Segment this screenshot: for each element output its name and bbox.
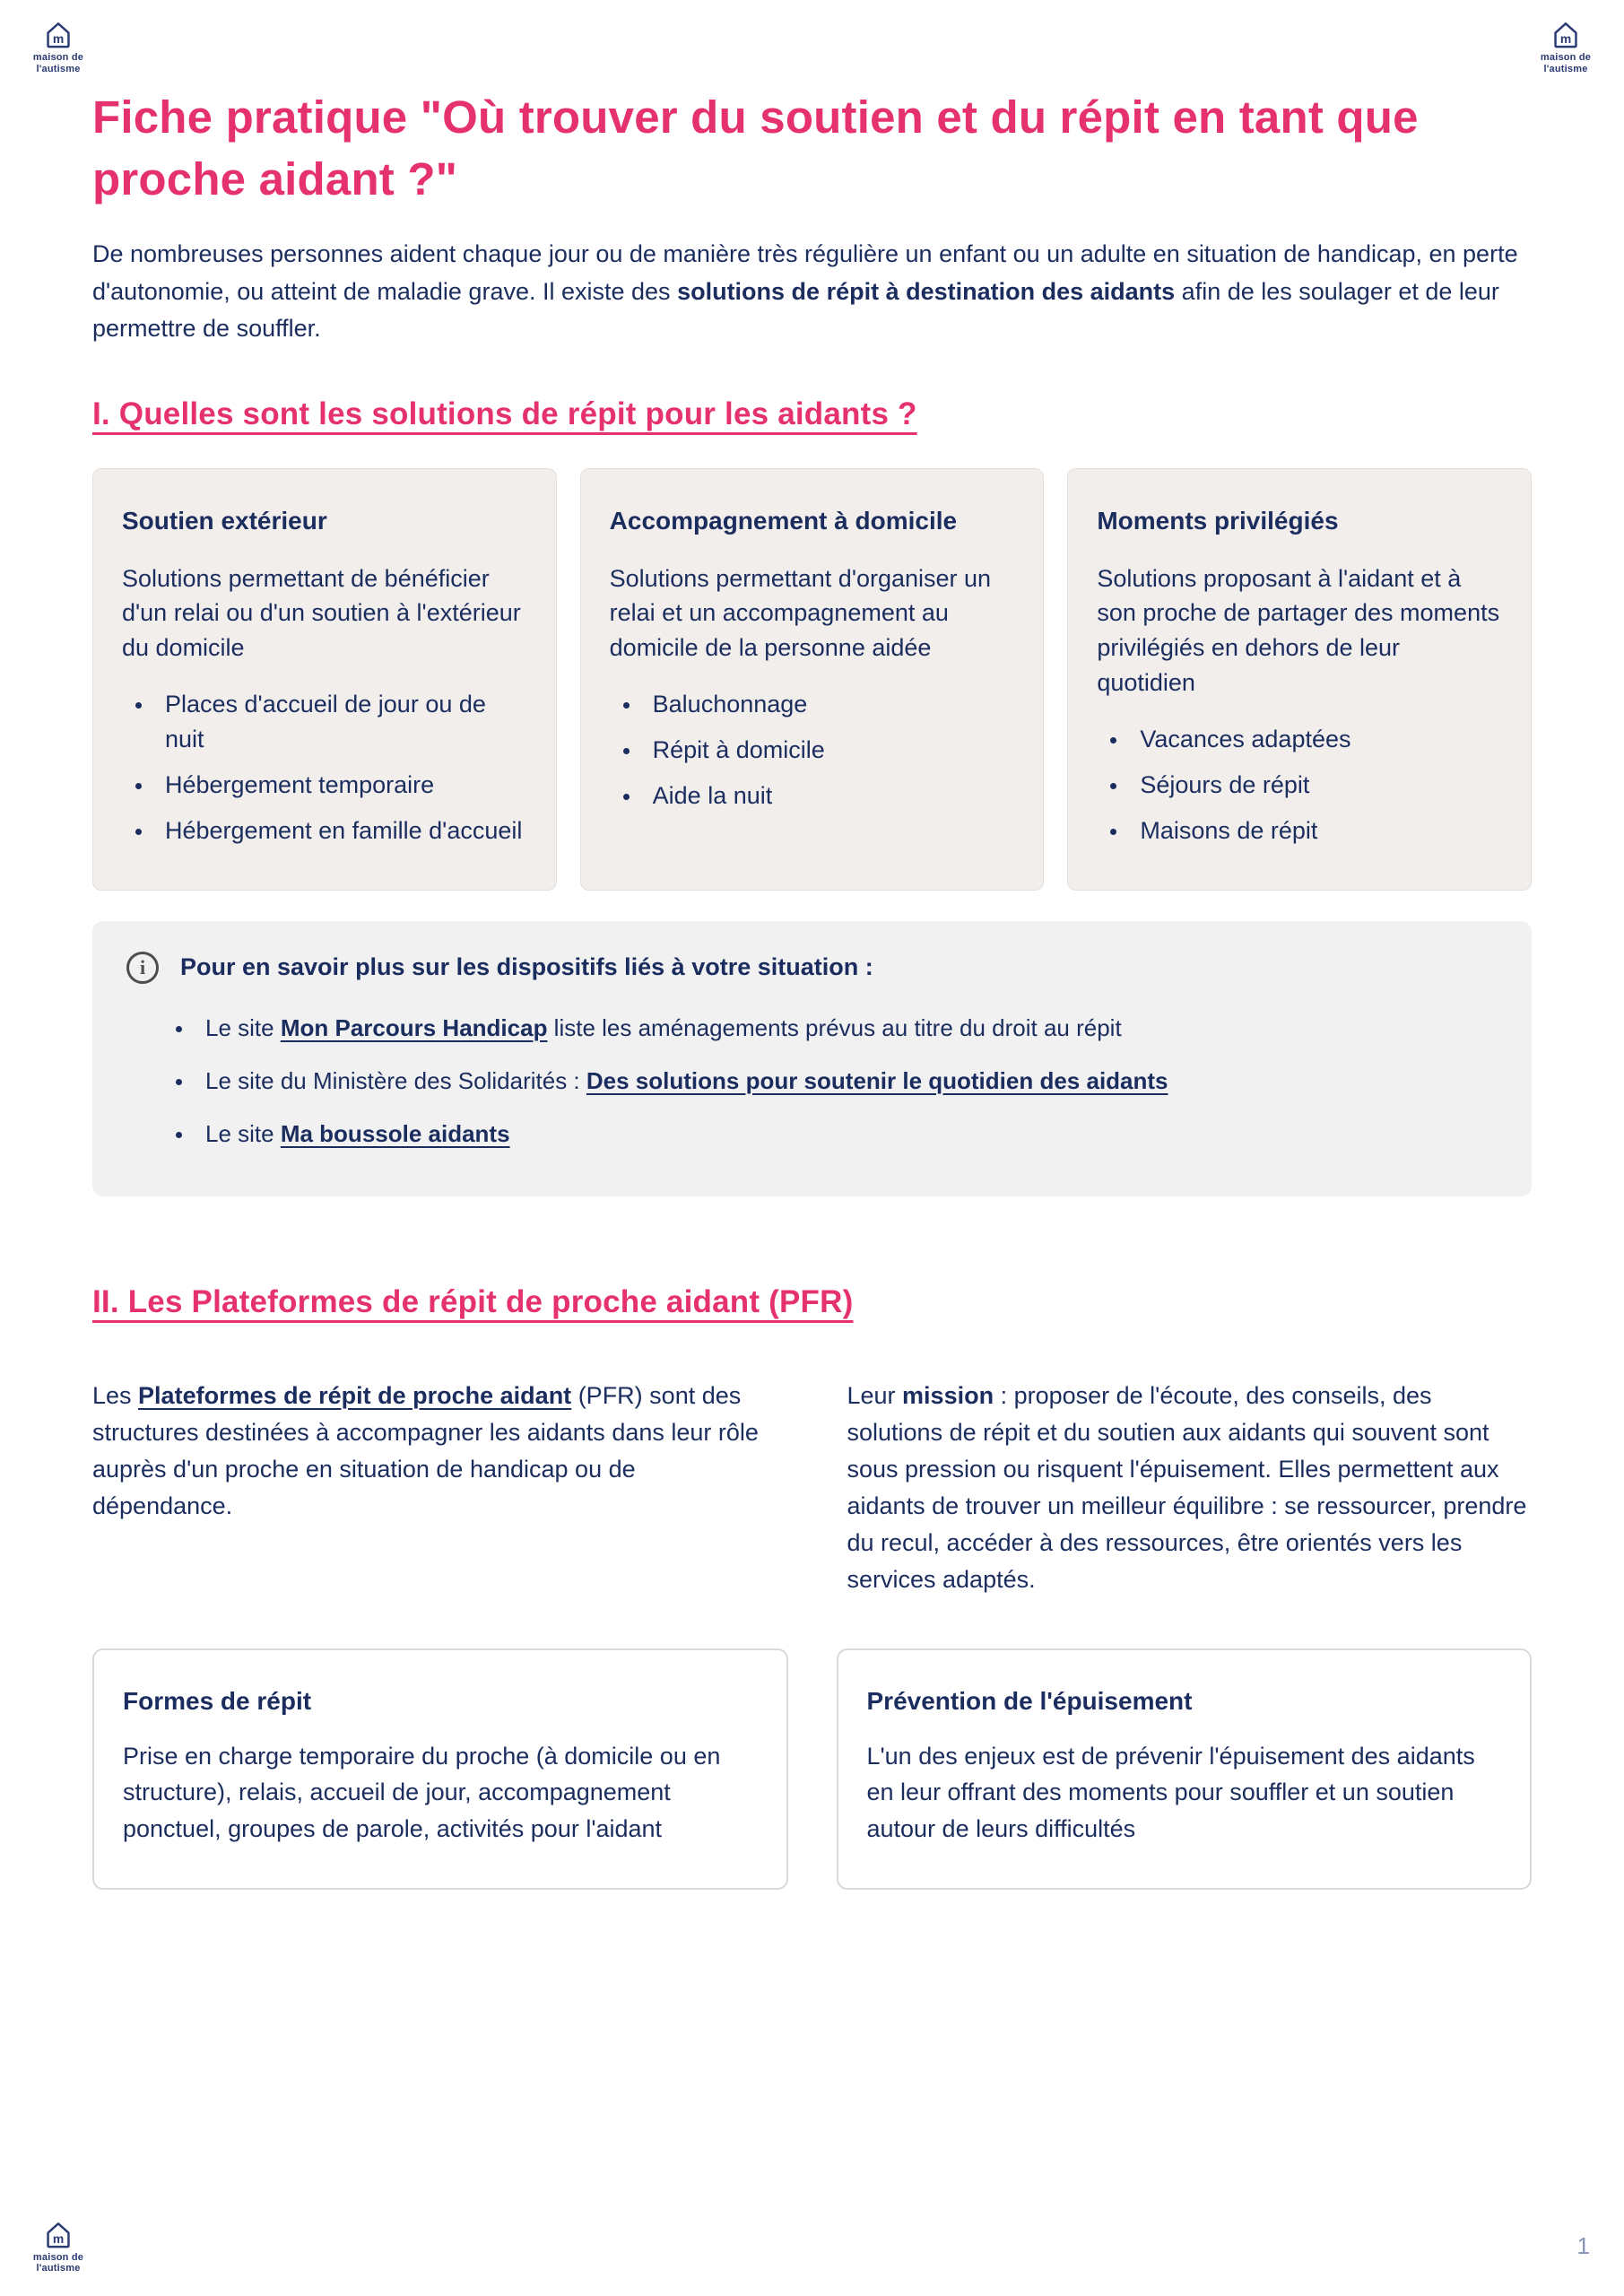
link-mon-parcours-handicap[interactable]: Mon Parcours Handicap (280, 1013, 548, 1041)
card-bullet-list (1097, 722, 1504, 848)
list-item: • Hébergement temporaire (154, 768, 529, 803)
info-item-text: liste les aménagements prévus au titre du droit au répit (547, 1013, 1122, 1041)
card-title: Accompagnement à domicile (609, 507, 958, 535)
pfr-text: Leur (847, 1381, 903, 1409)
pfr-text: (PFR) sont des structures destinées à accompagner les aidants dans leur rôle auprès d'un proche en situation de handicap ou de dépendance. (92, 1381, 759, 1519)
pfr-right-paragraph (847, 1378, 1533, 1598)
list-item (195, 1117, 1496, 1152)
list-item: • Vacances adaptées (1129, 722, 1504, 757)
intro-bold-text: solutions de répit à destination des aidants (677, 277, 1176, 305)
card-title: Soutien extérieur (122, 507, 327, 535)
card-description: Solutions permettant d'organiser un relai et un accompagnement au domicile de la personne aidée (609, 564, 992, 662)
logo-letter: m (52, 2231, 65, 2246)
list-item: • Répit à domicile (642, 733, 1017, 768)
card-title: Formes de répit (123, 1686, 312, 1715)
card-body: L'un des enjeux est de prévenir l'épuisement des aidants en leur offrant des moments pour souffler et un soutien autour de leurs difficultés (866, 1742, 1475, 1842)
link-solutions-soutenir-quotidien-aidants[interactable]: Des solutions pour soutenir le quotidien des aidants (586, 1066, 1168, 1094)
maison-autisme-logo (1516, 20, 1615, 74)
list-item: • Maisons de répit (1129, 813, 1504, 848)
intro-paragraph (92, 236, 1532, 349)
logo-text (1516, 52, 1615, 74)
list-item: • Hébergement en famille d'accueil (154, 813, 529, 848)
card-soutien-exterieur (92, 468, 557, 890)
info-box-heading: Pour en savoir plus sur les dispositifs liés à votre situation : (180, 953, 873, 981)
house-m-logo-icon (42, 20, 74, 50)
list-item (195, 1011, 1496, 1046)
section-2-heading: II. Les Plateformes de répit de proche aidant (PFR) (92, 1283, 854, 1319)
logo-text (9, 52, 108, 74)
card-title: Prévention de l'épuisement (866, 1686, 1193, 1715)
card-description: Solutions permettant de bénéficier d'un relai ou d'un soutien à l'extérieur du domicile (122, 564, 521, 662)
card-body: Prise en charge temporaire du proche (à domicile ou en structure), relais, accueil de jour, accompagnement ponctuel, groupes de parole, activités pour l'aidant (123, 1742, 721, 1842)
card-description: Solutions proposant à l'aidant et à son proche de partager des moments privilégiés en dehors de leur quotidien (1097, 564, 1500, 697)
list-item (195, 1064, 1496, 1099)
link-plateformes-repit-proche-aidant[interactable]: Plateformes de répit de proche aidant (138, 1381, 572, 1409)
logo-text-line2: l'autisme (36, 2263, 81, 2274)
link-ma-boussole-aidants[interactable]: Ma boussole aidants (280, 1119, 510, 1147)
list-item: • Aide la nuit (642, 778, 1017, 813)
house-m-logo-icon (42, 2220, 74, 2250)
logo-text-line2: l'autisme (36, 63, 81, 74)
solutions-cards-row (92, 468, 1532, 890)
maison-autisme-logo (9, 2220, 108, 2274)
info-box (92, 921, 1532, 1196)
page-title: Fiche pratique "Où trouver du soutien et du répit en tant que proche aidant ?" (92, 91, 1419, 205)
info-item-text: Le site (205, 1119, 281, 1147)
pfr-text: Les (92, 1381, 139, 1409)
house-m-logo-icon (1550, 20, 1582, 50)
list-item: • Baluchonnage (642, 687, 1017, 722)
card-bullet-list (122, 687, 529, 848)
info-box-header (126, 952, 1496, 984)
card-prevention-epuisement (837, 1648, 1533, 1891)
list-item: • Places d'accueil de jour ou de nuit (154, 687, 529, 757)
logo-text-line1: maison de (1540, 52, 1592, 63)
info-item-text: Le site du Ministère des Solidarités : (205, 1066, 586, 1094)
page-number: 1 (1576, 2232, 1590, 2259)
info-item-text: Le site (205, 1013, 281, 1041)
card-moments-privilegies (1067, 468, 1532, 890)
pfr-text: : proposer de l'écoute, des conseils, des solutions de répit et du soutien aux aidants qui souvent sont sous pression ou risquent l'épuisement. Elles permettent aux aidants de trouver un meilleur équilibre : se ressourcer, prendre du recul, accéder à des ressources, être orientés vers les services adaptés. (847, 1381, 1527, 1593)
logo-text-line1: maison de (32, 2251, 84, 2263)
card-accompagnement-domicile (580, 468, 1045, 890)
logo-text-line1: maison de (32, 52, 84, 63)
pfr-left-paragraph (92, 1378, 777, 1598)
card-formes-de-repit (92, 1648, 788, 1891)
logo-text-line2: l'autisme (1543, 63, 1588, 74)
list-item: • Séjours de répit (1129, 768, 1504, 803)
logo-text (9, 2252, 108, 2274)
logo-letter: m (1559, 31, 1572, 46)
intro-text: De nombreuses personnes aident chaque jour ou de manière très régulière un enfant ou un adulte en situation de handicap, en perte d'autonomie, ou atteint de maladie grave. Il existe des (92, 239, 1518, 305)
info-link-list (126, 1011, 1496, 1152)
section-1-heading: I. Quelles sont les solutions de répit pour les aidants ? (92, 396, 917, 432)
intro-text: afin de les soulager et de leur permettre de souffler. (92, 277, 1499, 343)
card-bullet-list (610, 687, 1017, 813)
logo-letter: m (52, 31, 65, 46)
pfr-cards-row (92, 1648, 1532, 1891)
pfr-bold-text: mission (902, 1381, 994, 1409)
info-icon: i (126, 952, 159, 984)
pfr-columns (92, 1378, 1532, 1598)
maison-autisme-logo (9, 20, 108, 74)
card-title: Moments privilégiés (1097, 507, 1339, 535)
